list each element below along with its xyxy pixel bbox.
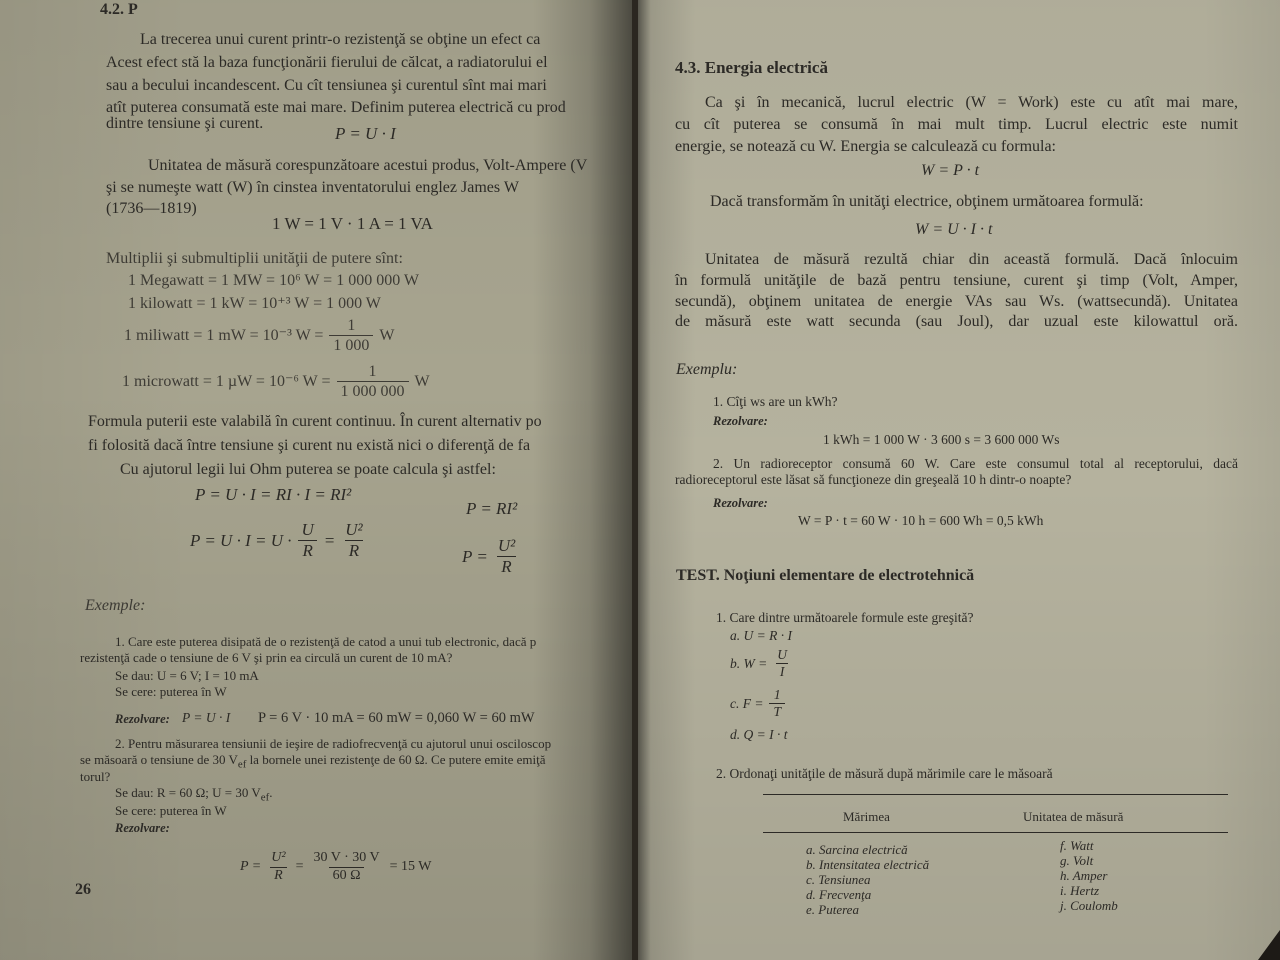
- unit-text-line: în formulă unităţile de bază pentru tensiune, curent şi timp (Volt, Amper,: [675, 272, 1238, 289]
- table-unit: g. Volt: [1060, 853, 1094, 868]
- energy-formula-electric: W = U · I · t: [915, 221, 993, 238]
- ohm-text-line: fi folosită dacă între tensiune şi curent nu există nici o diferenţă de fa: [88, 437, 531, 454]
- example2-solution-label: Rezolvare:: [713, 496, 768, 510]
- fraction-numerator: U²: [345, 520, 363, 539]
- table-header-rule: [763, 832, 1228, 833]
- intro-line: Ca şi în mecanică, lucrul electric (W = Work) este cu atît mai mare,: [705, 94, 1238, 111]
- example1-solution: P = 6 V · 10 mA = 60 mW = 0,060 W = 60 mW: [258, 710, 535, 726]
- example2-formula-fraction: [309, 850, 383, 885]
- unit-text-line: (1736—1819): [106, 200, 197, 217]
- example2-given-part: Se dau: R = 60 Ω; U = 30 V: [115, 785, 261, 800]
- test-question-1: 1. Care dintre următoarele formule este greşită?: [716, 610, 974, 625]
- energy-formula: W = P · t: [921, 162, 980, 179]
- unit-text-line: Unitatea de măsură rezultă chiar din această formulă. Dacă înlocuim: [705, 251, 1238, 268]
- table-header-unit: Unitatea de măsură: [1023, 809, 1124, 824]
- table-quantity: b. Intensitatea electrică: [806, 857, 930, 872]
- option-d: d. Q = I · t: [730, 727, 788, 742]
- table-top-rule: [763, 794, 1228, 795]
- example2-required: Se cere: puterea în W: [115, 803, 227, 818]
- miliwatt-fraction: [329, 316, 373, 355]
- transform-text: Dacă transformăm în unităţi electrice, obţinem următoarea formulă:: [710, 193, 1144, 210]
- fraction-denominator: I: [776, 663, 789, 680]
- example2-solution-label: Rezolvare:: [115, 821, 170, 835]
- example2-line: radioreceptorul este lăsat să funcţioneze din greşeală 10 h dintr-o noapte?: [675, 472, 1072, 487]
- intro-line: atît puterea consumată este mai mare. Definim puterea electrică cu prod: [106, 99, 566, 116]
- option-b-label: b. W =: [730, 655, 768, 671]
- miliwatt-unit: W: [379, 327, 395, 345]
- fraction-numerator: 1: [347, 317, 356, 334]
- miliwatt-line: [124, 316, 395, 355]
- table-quantity: e. Puterea: [806, 902, 859, 917]
- fraction-denominator: 1 000: [329, 335, 373, 355]
- example2-line: 2. Pentru măsurarea tensiunii de ieşire de radiofrecvenţă cu ajutorul unui osciloscop: [115, 736, 552, 751]
- example1-question: 1. Cîţi ws are un kWh?: [713, 394, 838, 409]
- left-page: [0, 0, 634, 960]
- right-page: [638, 0, 1280, 960]
- table-header-quantity: Mărimea: [843, 809, 890, 824]
- fraction-numerator: 30 V · 30 V: [313, 850, 380, 865]
- formula-u-prefix: P = U · I = U ·: [190, 530, 292, 550]
- fraction-denominator: R: [270, 867, 287, 885]
- fraction-denominator: R: [298, 540, 316, 561]
- unit-text-line: şi se numeşte watt (W) în cinstea inventatorului englez James W: [106, 179, 519, 196]
- option-a: a. U = R · I: [730, 628, 792, 643]
- unit-text-line: de măsură este watt secunda (sau Joul), dar uzual este kilowattul oră.: [675, 313, 1238, 330]
- formula-u-fraction: [298, 520, 318, 562]
- intro-line: energie, se notează cu W. Energia se calculează cu formula:: [675, 138, 1056, 155]
- example2-line: 2. Un radioreceptor consumă 60 W. Care este consumul total al receptorului, dacă: [713, 456, 1238, 471]
- microwatt-fraction: [337, 362, 409, 401]
- fraction-numerator: 1: [773, 687, 781, 702]
- option-c: [730, 687, 785, 720]
- multiples-title: Multiplii şi submultiplii unităţii de putere sînt:: [106, 250, 403, 267]
- unit-text-line: secundă), obţinem unitatea de energie VAs sau Ws. (wattsecundă). Unitatea: [675, 293, 1238, 310]
- example1-line: 1. Care este puterea disipată de o rezistenţă de catod a unui tub electronic, dacă p: [115, 634, 537, 649]
- table-unit: i. Hertz: [1060, 883, 1099, 898]
- example1-solution-formula: P = U · I: [182, 710, 231, 725]
- table-quantity: c. Tensiunea: [806, 872, 871, 887]
- example1-given: Se dau: U = 6 V; I = 10 mA: [115, 668, 259, 683]
- example1-solution: 1 kWh = 1 000 W · 3 600 s = 3 600 000 Ws: [823, 432, 1060, 447]
- ohm-text-line: Cu ajutorul legii lui Ohm puterea se poate calcula şi astfel:: [120, 461, 496, 478]
- test-question-2: 2. Ordonaţi unităţile de măsură după mărimile care le măsoară: [716, 766, 1053, 781]
- fraction-denominator: 60 Ω: [329, 867, 365, 885]
- subscript-ef: ef: [237, 758, 247, 771]
- example2-line: [80, 752, 545, 772]
- example2-line-part: se măsoară o tensiune de 30 V: [80, 752, 238, 767]
- intro-line: sau a becului incandescent. Cu cît tensiunea şi curentul sînt mai mari: [106, 77, 547, 94]
- intro-line: cu cît puterea se consumă în mai mult timp. Lucrul electric este numit: [675, 116, 1238, 133]
- fraction-numerator: U: [301, 520, 314, 539]
- formula-u-short-fraction: [494, 536, 519, 578]
- example2-formula-equals: =: [295, 858, 304, 874]
- intro-line: Acest efect stă la baza funcţionării fierului de călcat, a radiatorului el: [106, 54, 548, 71]
- fraction-numerator: U: [777, 647, 787, 662]
- example1-line: rezistenţă cade o tensiune de 6 V şi prin ea circulă un curent de 10 mA?: [80, 650, 453, 665]
- example1-required: Se cere: puterea în W: [115, 684, 227, 699]
- microwatt-line: [122, 362, 430, 401]
- test-title: TEST. Noţiuni elementare de electrotehnică: [676, 567, 975, 584]
- table-quantity: d. Frecvenţa: [806, 887, 872, 902]
- intro-line: dintre tensiune şi curent.: [106, 115, 264, 132]
- formula-u-equals: =: [323, 530, 336, 550]
- example2-solution: W = P · t = 60 W · 10 h = 600 Wh = 0,5 kWh: [798, 513, 1044, 528]
- fraction-numerator: 1: [368, 363, 377, 380]
- formula-u: [190, 520, 367, 562]
- example-title: Exemplu:: [676, 361, 738, 378]
- example2-formula: [240, 850, 431, 885]
- formula-ri: P = U · I = RI · I = RI²: [195, 485, 352, 504]
- fraction-numerator: U²: [271, 850, 286, 865]
- example2-given: [115, 785, 272, 805]
- example2-formula-result: = 15 W: [389, 858, 432, 874]
- example1-solution-label: Rezolvare:: [713, 414, 768, 428]
- fraction-denominator: R: [345, 540, 363, 561]
- formula-u-fraction: [341, 520, 366, 562]
- example2-formula-fraction: [267, 850, 289, 885]
- example2-line: torul?: [80, 769, 111, 784]
- kilowatt-line: 1 kilowatt = 1 kW = 10⁺³ W = 1 000 W: [128, 295, 381, 312]
- subscript-ef: ef: [260, 791, 270, 804]
- section-heading-4-2: 4.2. P: [100, 1, 138, 18]
- microwatt-unit: W: [414, 373, 430, 391]
- section-heading-4-3: 4.3. Energia electrică: [675, 58, 828, 77]
- example2-formula-prefix: P =: [240, 858, 262, 874]
- table-unit: f. Watt: [1060, 838, 1094, 853]
- examples-title: Exemple:: [85, 597, 146, 614]
- fraction-denominator: 1 000 000: [337, 381, 409, 401]
- option-b: [730, 647, 791, 680]
- table-unit: h. Amper: [1060, 868, 1108, 883]
- example1-solution-label: Rezolvare:: [115, 712, 170, 726]
- option-c-label: c. F =: [730, 695, 764, 711]
- formula-u-short: [462, 536, 519, 578]
- fraction-denominator: T: [769, 703, 785, 720]
- ohm-text-line: Formula puterii este valabilă în curent continuu. În curent alternativ po: [88, 413, 542, 430]
- example2-given-part: .: [269, 785, 273, 800]
- table-unit: j. Coulomb: [1060, 898, 1118, 913]
- watt-formula: 1 W = 1 V · 1 A = 1 VA: [272, 214, 433, 233]
- formula-ri-short: P = RI²: [466, 499, 518, 518]
- microwatt-prefix: 1 microwatt = 1 µW = 10⁻⁶ W =: [122, 373, 331, 391]
- unit-text-line: Unitatea de măsură corespunzătoare acestui produs, Volt-Ampere (V: [148, 157, 588, 174]
- example2-line-part: la bornele unei rezistenţe de 60 Ω. Ce putere emite emiţă: [246, 752, 546, 767]
- option-c-fraction: [769, 687, 785, 720]
- option-b-fraction: [773, 647, 791, 680]
- megawatt-line: 1 Megawatt = 1 MW = 10⁶ W = 1 000 000 W: [128, 272, 419, 289]
- power-formula: P = U · I: [335, 124, 396, 143]
- formula-u-short-prefix: P =: [462, 546, 488, 566]
- fraction-denominator: R: [497, 556, 515, 577]
- intro-line: La trecerea unui curent printr-o rezistenţă se obţine un efect ca: [140, 31, 541, 48]
- table-quantity: a. Sarcina electrică: [806, 842, 908, 857]
- miliwatt-prefix: 1 miliwatt = 1 mW = 10⁻³ W =: [124, 327, 324, 345]
- fraction-numerator: U²: [497, 536, 516, 555]
- page-number: 26: [75, 881, 91, 898]
